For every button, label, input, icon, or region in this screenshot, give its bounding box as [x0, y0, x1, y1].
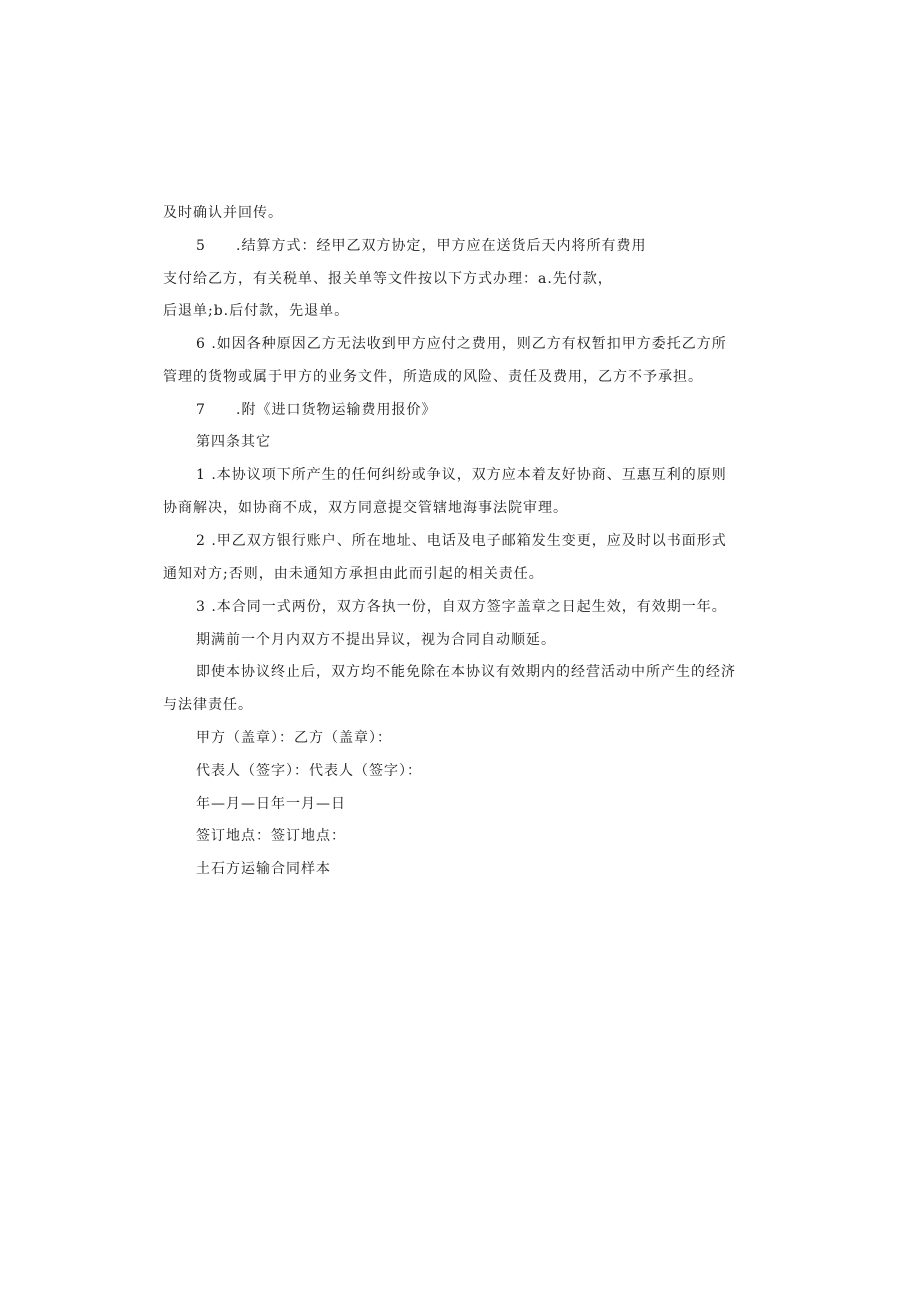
item-number-5: 5: [196, 238, 205, 254]
section-heading: 第四条其它: [196, 434, 271, 450]
text-line-4: 后退单;b.后付款，先退单。: [163, 303, 350, 319]
text-line-item-7: .附《进口货物运输费用报价》: [236, 402, 437, 418]
signature-party-line: 甲方（盖章）：乙方（盖章）：: [196, 730, 392, 746]
signature-date-line: 年—月—日年一月—日: [196, 796, 346, 812]
text-line-3: 支付给乙方，有关税单、报关单等文件按以下方式办理：a.先付款，: [163, 271, 613, 287]
signing-place-line: 签订地点：签订地点：: [196, 828, 346, 844]
text-line-10: 协商解决，如协商不成，双方同意提交管辖地海事法院审理。: [163, 500, 568, 516]
text-line-item-5: .结算方式：经甲乙双方协定，甲方应在送货后天内将所有费用: [236, 238, 647, 254]
text-line-16: 与法律责任。: [163, 697, 253, 713]
item-number-7: 7: [196, 402, 205, 418]
text-line-item-3: 3 .本合同一式两份，双方各执一份，自双方签字盖章之日起生效，有效期一年。: [196, 599, 727, 615]
text-line-6: 管理的货物或属于甲方的业务文件，所造成的风险、责任及费用，乙方不予承担。: [163, 369, 703, 385]
text-line-item-6: 6 .如因各种原因乙方无法收到甲方应付之费用，则乙方有权暂扣甲方委托乙方所: [196, 336, 727, 352]
text-line-item-2: 2 .甲乙双方银行账户、所在地址、电话及电子邮箱发生变更，应及时以书面形式: [196, 533, 727, 549]
text-line-14: 期满前一个月内双方不提出异议，视为合同自动顺延。: [196, 632, 556, 648]
text-line-15: 即使本协议终止后，双方均不能免除在本协议有效期内的经营活动中所产生的经济: [196, 664, 736, 680]
document-footer-title: 土石方运输合同样本: [196, 861, 331, 877]
text-line-1: 及时确认并回传。: [163, 205, 283, 221]
text-line-12: 通知对方;否则，由未通知方承担由此而引起的相关责任。: [163, 566, 544, 582]
text-line-item-1: 1 .本协议项下所产生的任何纠纷或争议，双方应本着友好协商、互惠互利的原则: [196, 467, 727, 483]
signature-representative-line: 代表人（签字）：代表人（签字）：: [196, 763, 422, 779]
